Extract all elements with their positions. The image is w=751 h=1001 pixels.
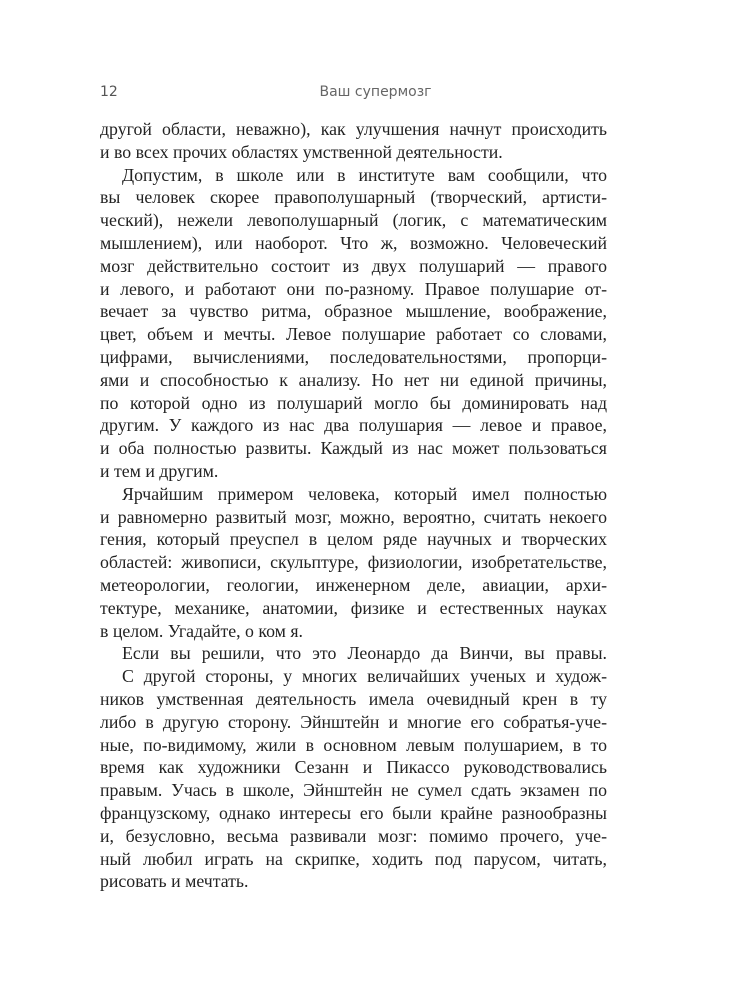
- text-line: ный любил играть на скрипке, ходить под парусом, читать,: [100, 848, 607, 869]
- text-line: и оба полностью развиты. Каждый из нас может пользоваться: [100, 438, 607, 459]
- text-line: рисовать и мечтать.: [100, 871, 249, 892]
- text-line: французскому, однако интересы его были крайне разнообразны: [100, 802, 607, 823]
- text-line: правым. Учась в школе, Эйнштейн не сумел сдать экзамен по: [100, 780, 607, 801]
- text-line: и во всех прочих областях умственной деятельности.: [100, 141, 503, 162]
- text-line: ями и способностью к анализу. Но нет ни единой причины,: [100, 369, 607, 390]
- text-line: и левого, и работают они по-разному. Правое полушарие от-: [100, 278, 607, 299]
- text-line: С другой стороны, у многих величайших ученых и худож-: [122, 666, 607, 687]
- body-text: [100, 118, 607, 893]
- text-line: гения, который преуспел в целом ряде научных и творческих: [100, 529, 607, 550]
- page-number: 12: [100, 84, 118, 100]
- running-title: Ваш супермозг: [319, 84, 432, 100]
- text-line: цвет, объем и мечты. Левое полушарие работает со словами,: [100, 324, 607, 345]
- text-line: и, безусловно, весьма развивали мозг: помимо прочего, уче-: [100, 825, 607, 846]
- text-line: другой области, неважно), как улучшения начнут происходить: [100, 119, 607, 139]
- text-line: время как художники Сезанн и Пикассо руководствовались: [100, 757, 607, 778]
- text-line: цифрами, вычислениями, последовательностями, пропорци-: [100, 346, 607, 367]
- text-line: другим. У каждого из нас два полушария — левое и правое,: [100, 415, 607, 436]
- text-line: ные, по-видимому, жили в основном левым полушарием, в то: [100, 734, 607, 755]
- text-line: ников умственная деятельность имела очевидный крен в ту: [100, 688, 607, 709]
- text-line: Допустим, в школе или в институте вам сообщили, что: [122, 164, 607, 185]
- text-line: Ярчайшим примером человека, который имел полностью: [122, 483, 607, 504]
- text-line: тектуре, механике, анатомии, физике и естественных науках: [100, 597, 607, 618]
- text-line: и равномерно развитый мозг, можно, вероятно, считать некоего: [100, 506, 607, 527]
- text-line: Если вы решили, что это Леонардо да Винчи, вы правы.: [122, 643, 607, 664]
- text-line: в целом. Угадайте, о ком я.: [100, 620, 303, 641]
- text-line: ческий), нежели левополушарный (логик, с математическим: [100, 210, 607, 231]
- text-line: и тем и другим.: [100, 460, 219, 481]
- text-line: метеорологии, геологии, инженерном деле, авиации, архи-: [100, 574, 607, 595]
- text-line: по которой одно из полушарий могло бы доминировать над: [100, 392, 607, 413]
- text-line: либо в другую сторону. Эйнштейн и многие его собратья-уче-: [100, 711, 607, 732]
- text-line: мышлением), или наоборот. Что ж, возможно. Человеческий: [100, 232, 607, 253]
- text-line: вечает за чувство ритма, образное мышление, воображение,: [100, 301, 607, 322]
- text-line: вы человек скорее правополушарный (творческий, артисти-: [100, 187, 607, 208]
- text-line: областей: живописи, скульптуре, физиологии, изобретательстве,: [100, 552, 607, 573]
- text-line: мозг действительно состоит из двух полушарий — правого: [100, 255, 607, 276]
